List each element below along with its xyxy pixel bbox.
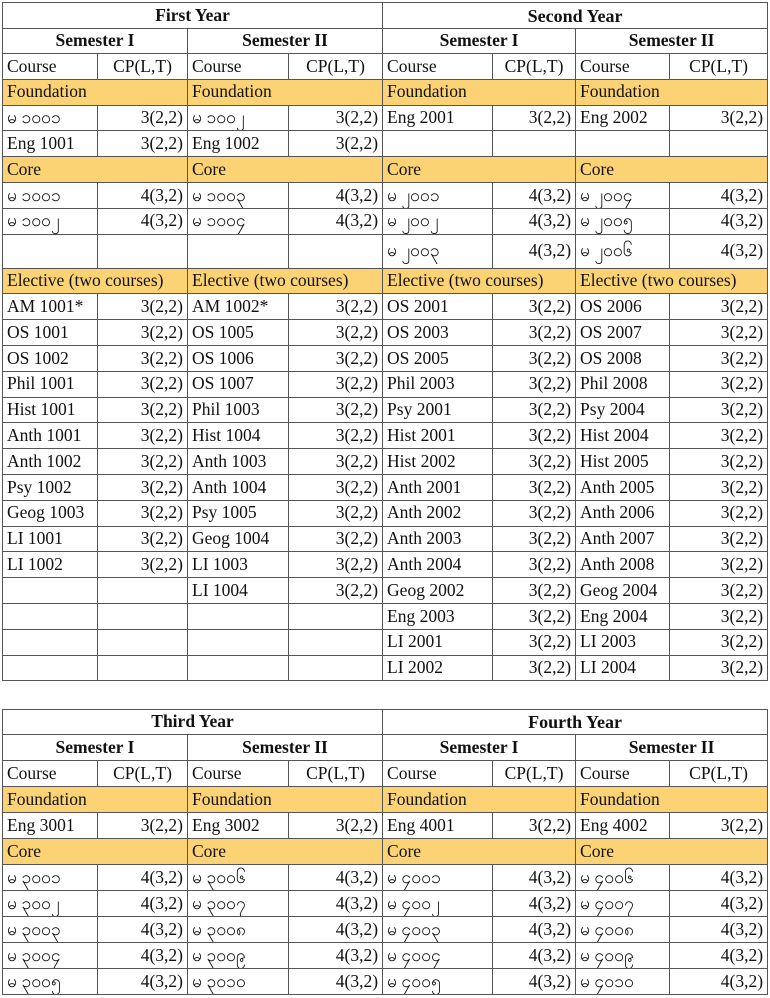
credit-points: 3(2,2)	[670, 578, 768, 604]
course-code: Hist 2002	[383, 449, 493, 475]
course-row	[3, 969, 768, 995]
credit-points: 3(2,2)	[493, 655, 576, 681]
course-code	[188, 234, 289, 268]
first-second-year-table	[2, 2, 768, 681]
category-row	[3, 79, 768, 105]
credit-points: 4(3,2)	[670, 969, 768, 995]
course-code: OS 2003	[383, 320, 493, 346]
column-header-course: Course	[188, 761, 289, 787]
course-code: Anth 2002	[383, 500, 493, 526]
course-code	[3, 629, 98, 655]
credit-points: 3(2,2)	[493, 397, 576, 423]
credit-points: 3(2,2)	[98, 552, 188, 578]
column-header-course: Course	[383, 761, 493, 787]
credit-points: 3(2,2)	[98, 131, 188, 157]
course-code: Eng 4002	[576, 813, 670, 839]
course-code: မ ၃၀၀၅	[3, 969, 98, 995]
credit-points	[98, 578, 188, 604]
credit-points: 3(2,2)	[98, 397, 188, 423]
credit-points: 4(3,2)	[493, 917, 576, 943]
course-code: မ ၂၀၀၁	[383, 182, 493, 208]
credit-points: 3(2,2)	[670, 449, 768, 475]
credit-points: 3(2,2)	[670, 294, 768, 320]
credit-points: 3(2,2)	[98, 294, 188, 320]
category-label: Foundation	[188, 787, 383, 813]
semester-header: Semester II	[188, 29, 383, 54]
column-header-course: Course	[576, 761, 670, 787]
course-code: မ ၄၀၀၁	[383, 865, 493, 891]
course-code	[188, 603, 289, 629]
credit-points: 3(2,2)	[98, 813, 188, 839]
category-label: Elective (two courses)	[3, 268, 188, 294]
credit-points: 4(3,2)	[289, 917, 383, 943]
course-code	[3, 603, 98, 629]
course-code: Eng 2004	[576, 603, 670, 629]
semester-header: Semester II	[188, 735, 383, 761]
course-code: Eng 2003	[383, 603, 493, 629]
course-code: မ ၂၀၀၅	[576, 208, 670, 234]
course-row	[3, 371, 768, 397]
column-header-course: Course	[188, 54, 289, 80]
course-code: Geog 1004	[188, 526, 289, 552]
credit-points: 3(2,2)	[493, 345, 576, 371]
course-row	[3, 629, 768, 655]
credit-points: 4(3,2)	[493, 182, 576, 208]
column-header-cp: CP(L,T)	[670, 761, 768, 787]
semester-header: Semester II	[576, 29, 768, 54]
course-code: Phil 1003	[188, 397, 289, 423]
course-code: Phil 2003	[383, 371, 493, 397]
course-code: LI 2001	[383, 629, 493, 655]
course-code: မ ၃၀၀၉	[188, 943, 289, 969]
course-row	[3, 552, 768, 578]
credit-points: 4(3,2)	[289, 891, 383, 917]
course-code: LI 1004	[188, 578, 289, 604]
category-label: Elective (two courses)	[576, 268, 768, 294]
course-code: Anth 2004	[383, 552, 493, 578]
course-code: Anth 1004	[188, 474, 289, 500]
course-code: Hist 2004	[576, 423, 670, 449]
course-code: LI 1001	[3, 526, 98, 552]
course-row	[3, 578, 768, 604]
credit-points: 4(3,2)	[670, 208, 768, 234]
credit-points: 3(2,2)	[670, 345, 768, 371]
column-header-cp: CP(L,T)	[98, 54, 188, 80]
course-code: မ ၂၀၀၃	[383, 234, 493, 268]
course-code: Eng 1002	[188, 131, 289, 157]
course-row	[3, 526, 768, 552]
credit-points: 4(3,2)	[289, 865, 383, 891]
course-code	[383, 131, 493, 157]
category-label: Foundation	[3, 79, 188, 105]
category-label: Foundation	[576, 79, 768, 105]
course-code	[3, 234, 98, 268]
semester-header: Semester I	[3, 29, 188, 54]
credit-points: 4(3,2)	[670, 865, 768, 891]
semester-header: Semester I	[3, 735, 188, 761]
category-label: Core	[383, 839, 576, 865]
course-code: LI 2004	[576, 655, 670, 681]
course-row	[3, 500, 768, 526]
semester-header: Semester I	[383, 29, 576, 54]
credit-points	[289, 603, 383, 629]
course-code: Hist 2001	[383, 423, 493, 449]
course-row	[3, 943, 768, 969]
credit-points	[289, 234, 383, 268]
column-header-course: Course	[3, 761, 98, 787]
credit-points: 3(2,2)	[670, 603, 768, 629]
course-code: OS 1006	[188, 345, 289, 371]
credit-points: 3(2,2)	[289, 423, 383, 449]
credit-points: 3(2,2)	[289, 294, 383, 320]
course-row	[3, 865, 768, 891]
credit-points: 4(3,2)	[98, 891, 188, 917]
credit-points: 4(3,2)	[98, 208, 188, 234]
course-code: AM 1001*	[3, 294, 98, 320]
credit-points: 3(2,2)	[98, 423, 188, 449]
course-code: Eng 4001	[383, 813, 493, 839]
course-code: Psy 1002	[3, 474, 98, 500]
credit-points: 4(3,2)	[670, 943, 768, 969]
course-code: မ ၃၀၀၃	[3, 917, 98, 943]
credit-points: 3(2,2)	[493, 449, 576, 475]
category-label: Core	[576, 839, 768, 865]
credit-points: 4(3,2)	[289, 969, 383, 995]
course-row	[3, 655, 768, 681]
course-row	[3, 131, 768, 157]
credit-points: 3(2,2)	[493, 813, 576, 839]
course-code: Eng 2002	[576, 105, 670, 131]
course-code	[576, 131, 670, 157]
category-row	[3, 839, 768, 865]
credit-points: 3(2,2)	[289, 371, 383, 397]
credit-points	[98, 603, 188, 629]
credit-points: 4(3,2)	[289, 208, 383, 234]
credit-points: 4(3,2)	[493, 969, 576, 995]
credit-points: 3(2,2)	[493, 294, 576, 320]
course-code	[188, 629, 289, 655]
course-code: Phil 2008	[576, 371, 670, 397]
category-label: Foundation	[3, 787, 188, 813]
course-code: OS 2005	[383, 345, 493, 371]
course-row	[3, 234, 768, 268]
course-row	[3, 320, 768, 346]
credit-points	[493, 131, 576, 157]
course-code: Hist 1004	[188, 423, 289, 449]
course-row	[3, 917, 768, 943]
course-code: LI 1003	[188, 552, 289, 578]
course-code: Anth 2005	[576, 474, 670, 500]
course-code: မ ၁၀၀၁	[3, 105, 98, 131]
credit-points: 4(3,2)	[670, 891, 768, 917]
course-code: Phil 1001	[3, 371, 98, 397]
course-code: မ ၄၀၀၈	[576, 917, 670, 943]
credit-points: 3(2,2)	[98, 449, 188, 475]
credit-points: 4(3,2)	[98, 943, 188, 969]
course-code: Anth 2003	[383, 526, 493, 552]
credit-points: 4(3,2)	[98, 917, 188, 943]
category-label: Foundation	[188, 79, 383, 105]
column-header-course: Course	[576, 54, 670, 80]
course-code: မ ၃၀၀၇	[188, 891, 289, 917]
course-code: Anth 1001	[3, 423, 98, 449]
course-code: Eng 3002	[188, 813, 289, 839]
course-row	[3, 345, 768, 371]
credit-points: 4(3,2)	[493, 891, 576, 917]
course-row	[3, 182, 768, 208]
credit-points: 3(2,2)	[670, 423, 768, 449]
credit-points: 4(3,2)	[670, 917, 768, 943]
course-row	[3, 449, 768, 475]
year-header-third: Third Year	[3, 710, 383, 735]
course-code: မ ၂၀၀၂	[383, 208, 493, 234]
course-code	[3, 655, 98, 681]
credit-points: 3(2,2)	[493, 423, 576, 449]
course-row	[3, 891, 768, 917]
course-code: မ ၁၀၀၂	[188, 105, 289, 131]
course-code: Geog 2002	[383, 578, 493, 604]
column-header-cp: CP(L,T)	[493, 761, 576, 787]
course-code: OS 1001	[3, 320, 98, 346]
course-code: မ ၄၀၀၆	[576, 865, 670, 891]
credit-points: 4(3,2)	[98, 969, 188, 995]
category-row	[3, 268, 768, 294]
credit-points: 3(2,2)	[493, 552, 576, 578]
course-code	[188, 655, 289, 681]
semester-header: Semester II	[576, 735, 768, 761]
course-code: LI 2002	[383, 655, 493, 681]
column-header-cp: CP(L,T)	[493, 54, 576, 80]
course-row	[3, 397, 768, 423]
course-code: OS 1007	[188, 371, 289, 397]
credit-points: 3(2,2)	[289, 526, 383, 552]
column-header-course: Course	[3, 54, 98, 80]
credit-points: 3(2,2)	[670, 526, 768, 552]
credit-points: 3(2,2)	[98, 371, 188, 397]
credit-points: 3(2,2)	[289, 474, 383, 500]
category-row	[3, 157, 768, 183]
category-label: Core	[188, 839, 383, 865]
credit-points: 3(2,2)	[493, 603, 576, 629]
course-code: OS 2007	[576, 320, 670, 346]
course-code: မ ၄၀၀၅	[383, 969, 493, 995]
year-header-fourth: Fourth Year	[383, 710, 768, 735]
credit-points	[98, 234, 188, 268]
credit-points: 3(2,2)	[670, 813, 768, 839]
course-code: LI 2003	[576, 629, 670, 655]
credit-points: 3(2,2)	[289, 552, 383, 578]
course-row	[3, 474, 768, 500]
column-header-cp: CP(L,T)	[98, 761, 188, 787]
credit-points: 3(2,2)	[670, 655, 768, 681]
course-code: မ ၃၀၀၄	[3, 943, 98, 969]
credit-points: 4(3,2)	[493, 234, 576, 268]
category-label: Core	[383, 157, 576, 183]
course-code: မ ၂၀၀၆	[576, 234, 670, 268]
credit-points: 3(2,2)	[670, 397, 768, 423]
credit-points: 4(3,2)	[670, 182, 768, 208]
credit-points: 3(2,2)	[289, 105, 383, 131]
course-code: မ ၁၀၀၁	[3, 182, 98, 208]
category-label: Elective (two courses)	[188, 268, 383, 294]
category-label: Foundation	[383, 787, 576, 813]
category-label: Foundation	[576, 787, 768, 813]
credit-points: 3(2,2)	[493, 320, 576, 346]
course-code: Eng 2001	[383, 105, 493, 131]
course-row	[3, 105, 768, 131]
category-row	[3, 787, 768, 813]
course-code: OS 2001	[383, 294, 493, 320]
credit-points: 4(3,2)	[289, 943, 383, 969]
course-code: မ ၄၀၀၃	[383, 917, 493, 943]
credit-points: 3(2,2)	[670, 371, 768, 397]
credit-points: 3(2,2)	[493, 578, 576, 604]
course-row	[3, 603, 768, 629]
category-label: Core	[188, 157, 383, 183]
course-code: မ ၃၀၀၈	[188, 917, 289, 943]
credit-points: 4(3,2)	[289, 182, 383, 208]
course-row	[3, 423, 768, 449]
credit-points: 3(2,2)	[493, 105, 576, 131]
credit-points: 3(2,2)	[98, 474, 188, 500]
column-header-course: Course	[383, 54, 493, 80]
course-code: Geog 1003	[3, 500, 98, 526]
course-code: မ ၁၀၀၂	[3, 208, 98, 234]
credit-points: 4(3,2)	[98, 182, 188, 208]
course-code: OS 2006	[576, 294, 670, 320]
credit-points: 3(2,2)	[289, 397, 383, 423]
column-header-cp: CP(L,T)	[289, 761, 383, 787]
credit-points: 3(2,2)	[289, 813, 383, 839]
credit-points	[98, 629, 188, 655]
credit-points: 3(2,2)	[289, 320, 383, 346]
credit-points: 3(2,2)	[98, 105, 188, 131]
course-row	[3, 813, 768, 839]
credit-points: 4(3,2)	[493, 865, 576, 891]
credit-points: 3(2,2)	[493, 629, 576, 655]
credit-points: 3(2,2)	[670, 500, 768, 526]
course-code: မ ၃၀၀၆	[188, 865, 289, 891]
credit-points: 4(3,2)	[98, 865, 188, 891]
credit-points: 3(2,2)	[670, 474, 768, 500]
year-header-second: Second Year	[383, 3, 768, 29]
credit-points: 3(2,2)	[98, 500, 188, 526]
course-code: OS 1005	[188, 320, 289, 346]
course-code: မ ၁၀၀၃	[188, 182, 289, 208]
course-code: Hist 1001	[3, 397, 98, 423]
credit-points	[289, 629, 383, 655]
course-code: မ ၄၀၀၉	[576, 943, 670, 969]
credit-points: 3(2,2)	[289, 578, 383, 604]
course-code	[3, 578, 98, 604]
credit-points: 3(2,2)	[493, 500, 576, 526]
course-code: AM 1002*	[188, 294, 289, 320]
course-code: Anth 1003	[188, 449, 289, 475]
semester-header: Semester I	[383, 735, 576, 761]
credit-points: 3(2,2)	[493, 526, 576, 552]
credit-points: 4(3,2)	[493, 943, 576, 969]
course-code: Psy 2004	[576, 397, 670, 423]
category-label: Core	[576, 157, 768, 183]
credit-points: 3(2,2)	[98, 526, 188, 552]
year-header-first: First Year	[3, 3, 383, 29]
credit-points: 3(2,2)	[98, 320, 188, 346]
credit-points: 3(2,2)	[670, 629, 768, 655]
credit-points	[98, 655, 188, 681]
course-code: မ ၂၀၀၄	[576, 182, 670, 208]
course-code: Anth 2008	[576, 552, 670, 578]
course-code: မ ၄၀၁၀	[576, 969, 670, 995]
course-code: OS 1002	[3, 345, 98, 371]
course-code: မ ၃၀၀၂	[3, 891, 98, 917]
course-row	[3, 294, 768, 320]
credit-points: 3(2,2)	[493, 474, 576, 500]
credit-points: 3(2,2)	[289, 345, 383, 371]
course-code: Anth 2006	[576, 500, 670, 526]
credit-points	[670, 131, 768, 157]
course-code: မ ၄၀၀၇	[576, 891, 670, 917]
course-code: Psy 2001	[383, 397, 493, 423]
course-code: မ ၁၀၀၄	[188, 208, 289, 234]
credit-points: 3(2,2)	[289, 500, 383, 526]
category-label: Core	[3, 839, 188, 865]
credit-points: 3(2,2)	[670, 552, 768, 578]
third-fourth-year-table	[2, 709, 768, 995]
course-code: OS 2008	[576, 345, 670, 371]
credit-points: 3(2,2)	[670, 320, 768, 346]
course-code: LI 1002	[3, 552, 98, 578]
course-code: Hist 2005	[576, 449, 670, 475]
course-code: Anth 1002	[3, 449, 98, 475]
course-code: Geog 2004	[576, 578, 670, 604]
credit-points: 3(2,2)	[289, 449, 383, 475]
credit-points: 3(2,2)	[670, 105, 768, 131]
credit-points: 3(2,2)	[98, 345, 188, 371]
course-code: Eng 1001	[3, 131, 98, 157]
course-row	[3, 208, 768, 234]
course-code: မ ၃၀၁၀	[188, 969, 289, 995]
course-code: Eng 3001	[3, 813, 98, 839]
column-header-cp: CP(L,T)	[670, 54, 768, 80]
category-label: Elective (two courses)	[383, 268, 576, 294]
course-code: မ ၃၀၀၁	[3, 865, 98, 891]
course-code: Anth 2001	[383, 474, 493, 500]
credit-points	[289, 655, 383, 681]
category-label: Core	[3, 157, 188, 183]
course-code: Anth 2007	[576, 526, 670, 552]
course-code: မ ၄၀၀၂	[383, 891, 493, 917]
category-label: Foundation	[383, 79, 576, 105]
credit-points: 3(2,2)	[493, 371, 576, 397]
course-code: မ ၄၀၀၄	[383, 943, 493, 969]
course-code: Psy 1005	[188, 500, 289, 526]
credit-points: 3(2,2)	[289, 131, 383, 157]
column-header-cp: CP(L,T)	[289, 54, 383, 80]
credit-points: 4(3,2)	[493, 208, 576, 234]
credit-points: 4(3,2)	[670, 234, 768, 268]
